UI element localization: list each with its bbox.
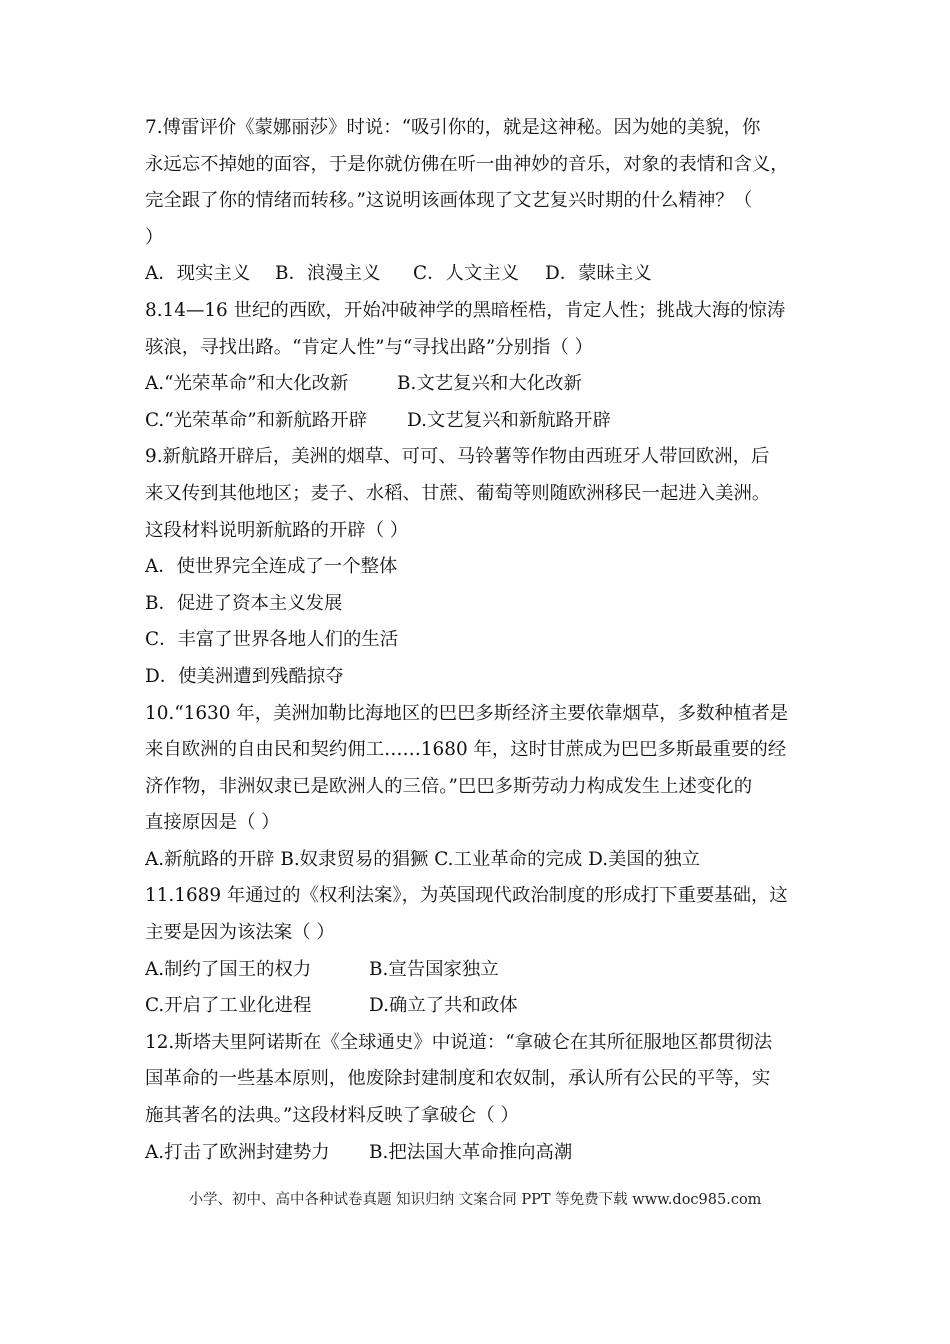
question-11-options-row-2 [145, 988, 813, 1025]
question-7 [145, 110, 813, 293]
question-11-option-a: A.制约了国王的权力 [145, 958, 312, 980]
question-10-stem-line-4: 直接原因是（ ） [145, 812, 280, 834]
question-7-options [145, 256, 813, 293]
question-11 [145, 878, 813, 1024]
question-11-option-c: C.开启了工业化进程 [145, 995, 312, 1017]
question-7-stem-line-3: 完全跟了你的情绪而转移。”这说明该画体现了文艺复兴时期的什么精神？（ [145, 190, 753, 212]
question-7-stem-line-4: ） [145, 226, 164, 248]
question-11-stem-line-2: 主要是因为该法案（ ） [145, 922, 335, 944]
question-12-stem-line-1: 12.斯塔夫里阿诺斯在《全球通史》中说道：“拿破仑在其所征服地区都贯彻法 [145, 1031, 773, 1053]
question-8-option-a: A.“光荣革命”和大化改新 [145, 373, 349, 395]
question-9-stem-line-1: 9.新航路开辟后，美洲的烟草、可可、马铃薯等作物由西班牙人带回欧洲，后 [145, 446, 770, 468]
question-8-option-c: C.“光荣革命”和新航路开辟 [145, 409, 367, 431]
question-7-option-b: B．浪漫主义 [275, 263, 381, 285]
question-12-option-a: A.打击了欧洲封建势力 [145, 1141, 330, 1163]
question-10 [145, 696, 813, 879]
question-9-option-c: C．丰富了世界各地人们的生活 [145, 629, 399, 651]
question-9-stem-line-3: 这段材料说明新航路的开辟（ ） [145, 519, 409, 541]
question-9 [145, 439, 813, 695]
question-9-option-d: D．使美洲遭到残酷掠夺 [145, 665, 344, 687]
question-12-stem-line-3: 施其著名的法典。”这段材料反映了拿破仑（ ） [145, 1105, 519, 1127]
question-8-options-row-2 [145, 403, 813, 440]
question-8-stem-line-2: 骇浪，寻找出路。“肯定人性”与“寻找出路”分别指（ ） [145, 336, 594, 358]
question-7-option-d: D．蒙昧主义 [545, 263, 652, 285]
question-8-options-row-1 [145, 366, 813, 403]
question-9-option-b: B．促进了资本主义发展 [145, 592, 343, 614]
question-10-options: A.新航路的开辟 B.奴隶贸易的猖獗 C.工业革命的完成 D.美国的独立 [145, 848, 700, 870]
question-7-stem-line-1: 7.傅雷评价《蒙娜丽莎》时说：“吸引你的，就是这神秘。因为她的美貌，你 [145, 117, 761, 138]
question-12 [145, 1025, 813, 1171]
page-footer: 小学、初中、高中各种试卷真题 知识归纳 文案合同 PPT 等免费下载 www.doc985.com [188, 1192, 762, 1208]
question-list [145, 110, 813, 1171]
question-9-stem-line-2: 来又传到其他地区；麦子、水稻、甘蔗、葡萄等则随欧洲移民一起进入美洲。 [145, 482, 771, 504]
question-12-option-b: B.把法国大革命推向高潮 [369, 1141, 573, 1163]
question-10-stem-line-2: 来自欧洲的自由民和契约佣工……1680 年，这时甘蔗成为巴巴多斯最重要的经 [145, 739, 787, 761]
question-9-option-a: A．使世界完全连成了一个整体 [145, 556, 398, 578]
question-10-stem-line-3: 济作物，非洲奴隶已是欧洲人的三倍。”巴巴多斯劳动力构成发生上述变化的 [145, 775, 753, 797]
question-11-option-b: B.宣告国家独立 [369, 958, 499, 980]
question-7-stem-line-2: 永远忘不掉她的面容，于是你就仿佛在听一曲神妙的音乐，对象的表情和含义， [145, 153, 789, 175]
question-10-stem-line-1: 10.“1630 年，美洲加勒比海地区的巴巴多斯经济主要依靠烟草，多数种植者是 [145, 702, 789, 724]
question-12-options-row-1 [145, 1135, 813, 1172]
question-8-option-b: B.文艺复兴和大化改新 [397, 373, 582, 395]
question-7-option-c: C．人文主义 [413, 263, 520, 285]
question-8-option-d: D.文艺复兴和新航路开辟 [407, 409, 611, 431]
question-11-options-row-1 [145, 952, 813, 989]
question-11-stem-line-1: 11.1689 年通过的《权利法案》，为英国现代政治制度的形成打下重要基础，这 [145, 885, 788, 907]
question-11-option-d: D.确立了共和政体 [369, 995, 518, 1017]
question-7-option-a: A．现实主义 [145, 263, 251, 285]
question-12-stem-line-2: 国革命的一些基本原则，他废除封建制度和农奴制，承认所有公民的平等，实 [145, 1068, 771, 1090]
question-8-stem-line-1: 8.14—16 世纪的西欧，开始冲破神学的黑暗桎梏，肯定人性；挑战大海的惊涛 [145, 299, 786, 321]
question-8 [145, 293, 813, 439]
